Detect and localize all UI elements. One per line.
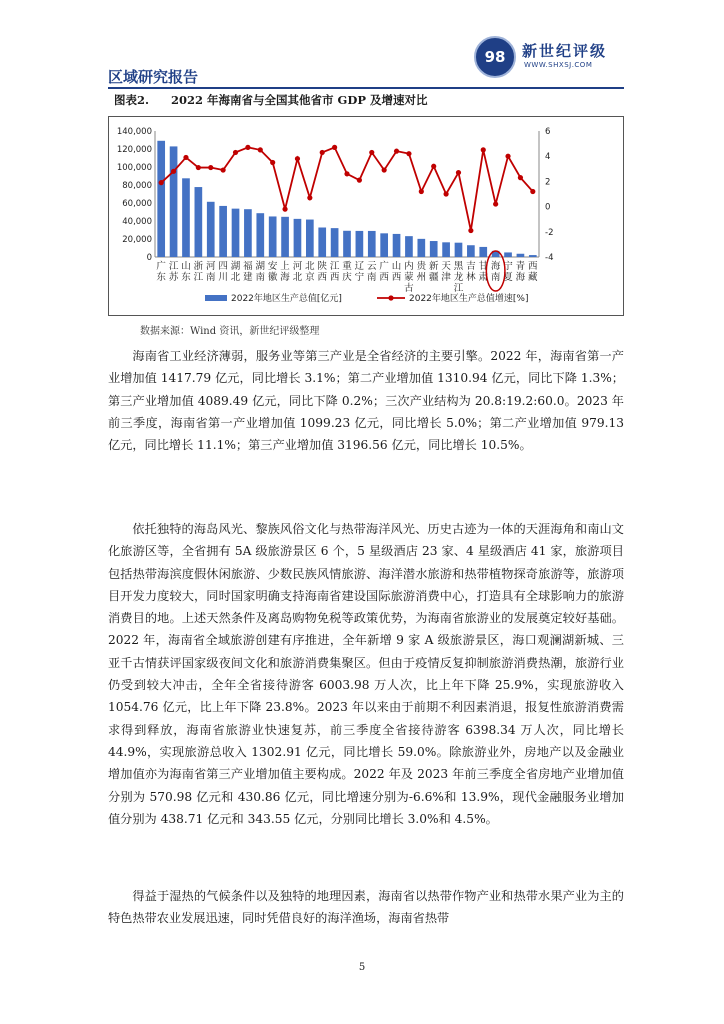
category-label-char: 甘 bbox=[478, 261, 489, 272]
category-label-char: 江 bbox=[329, 261, 340, 272]
gdp-bar bbox=[517, 254, 525, 257]
paragraph-2: 依托独特的海岛风光、黎族风俗文化与热带海洋风光、历史古迹为一体的天涯海角和南山文化旅游区等，全省拥有 5A 级旅游景区 6 个，5 星级酒店 23 家、4 星级酒店 41 家，旅游项目包括热带海滨度假休闲旅游、少数民族风情旅游、海洋潜水旅游和热带植物探奇旅游等，旅游项目开发力度较大，同时国家明确支持海南省建设国际旅游消费中心，打造具有全球影响力的旅游消费目的地。上述天然条件及离岛购物免税等政策优势，为海南省旅游业的发展奠定较好基础。2022 年，海南省全域旅游创建有序推进，全年新增 9 家 A 级旅游景区，海口观澜湖新城、三亚千古情获评国家级夜间文化和旅游消费集聚区。但由于疫情反复抑制旅游消费热潮，旅游行业仍受到较大冲击，全年全省接待游客 6003.98 万人次，比上年下降 25.9%，实现旅游收入 1054.76 亿元，比上年下降 23.8%。2023 年以来由于前期不利因素消退，报复性旅游消费需求得到释放，海南省旅游业快速复苏，前三季度全省接待游客 6398.34 万人次，同比增长 44.9%，实现旅游总收入 1302.91 亿元，同比增长 59.0%。除旅游业外，房地产以及金融业增加值亦为海南省第三产业增加值主要构成。2022 年及 2023 年前三季度全省房地产业增加值分别为 570.98 亿元和 430.86 亿元，同比增速分别为-6.6%和 13.9%，现代金融服务业增加值分别为 438.71 亿元和 343.55 亿元，分别同比增长 3.0%和 4.5%。 bbox=[108, 522, 624, 826]
category-label-char: 州 bbox=[416, 272, 427, 283]
growth-point bbox=[481, 147, 486, 152]
category-label-char: 宁 bbox=[354, 272, 365, 283]
right-tick-label: 2 bbox=[545, 177, 551, 188]
category-label-char: 古 bbox=[404, 283, 414, 294]
growth-point bbox=[332, 145, 337, 150]
category-label-char: 河 bbox=[292, 261, 303, 272]
growth-point bbox=[320, 150, 325, 155]
gdp-bar bbox=[504, 252, 512, 257]
category-label-char: 西 bbox=[379, 272, 389, 283]
category-label-char: 青 bbox=[515, 261, 526, 272]
category-label-char: 山 bbox=[181, 261, 191, 272]
growth-point bbox=[468, 228, 473, 233]
growth-point bbox=[443, 191, 448, 196]
growth-line bbox=[161, 147, 533, 230]
category-label-char: 江 bbox=[453, 283, 464, 294]
category-label-char: 黑 bbox=[453, 261, 464, 272]
category-label-char: 西 bbox=[391, 272, 402, 283]
gdp-bar bbox=[207, 202, 215, 257]
brand-logo bbox=[474, 36, 624, 82]
category-label-char: 蒙 bbox=[404, 272, 414, 283]
category-label-char: 天 bbox=[441, 261, 451, 272]
category-label-char: 林 bbox=[466, 272, 476, 283]
category-label-char: 内 bbox=[404, 261, 414, 272]
growth-point bbox=[394, 149, 399, 154]
growth-point bbox=[270, 160, 275, 165]
growth-point bbox=[295, 156, 300, 161]
page-number: 5 bbox=[358, 962, 366, 973]
left-tick-label: 80,000 bbox=[122, 181, 152, 191]
growth-point bbox=[518, 175, 523, 180]
category-label-char: 西 bbox=[528, 261, 538, 272]
gdp-bar bbox=[244, 209, 252, 257]
category-label-char: 海 bbox=[490, 261, 501, 272]
gdp-bar bbox=[195, 187, 203, 257]
category-label-char: 北 bbox=[292, 272, 303, 283]
category-label-char: 福 bbox=[243, 261, 253, 272]
gdp-bar bbox=[182, 178, 190, 257]
figure-caption bbox=[114, 92, 427, 108]
right-tick-label: 6 bbox=[545, 127, 551, 137]
growth-point bbox=[419, 189, 424, 194]
gdp-bar bbox=[219, 206, 227, 257]
gdp-chart bbox=[108, 116, 624, 316]
gdp-bar bbox=[256, 213, 264, 257]
gdp-bar bbox=[318, 228, 326, 257]
category-label-char: 南 bbox=[205, 272, 216, 283]
category-label-char: 湖 bbox=[230, 261, 241, 272]
category-label-char: 云 bbox=[367, 261, 377, 272]
gdp-bar bbox=[331, 228, 339, 257]
left-tick-label: 120,000 bbox=[116, 145, 152, 155]
category-label-char: 陕 bbox=[317, 261, 327, 272]
growth-point bbox=[196, 165, 201, 170]
growth-point bbox=[282, 207, 287, 212]
category-label-char: 江 bbox=[168, 261, 179, 272]
left-tick-label: 40,000 bbox=[122, 217, 152, 227]
logo-url: WWW.SHXSJ.COM bbox=[524, 61, 593, 69]
growth-point bbox=[505, 154, 510, 159]
gdp-bar bbox=[442, 242, 450, 257]
gdp-bar bbox=[455, 243, 463, 257]
gdp-bar bbox=[269, 216, 277, 257]
right-tick-label: 0 bbox=[545, 202, 551, 213]
category-label-char: 海 bbox=[280, 272, 290, 283]
category-label-char: 河 bbox=[205, 261, 216, 272]
growth-point bbox=[344, 171, 349, 176]
category-label-char: 海 bbox=[515, 272, 526, 283]
category-label-char: 上 bbox=[280, 261, 290, 272]
gdp-bar bbox=[405, 236, 413, 257]
gdp-chart-svg bbox=[109, 117, 623, 315]
category-label-char: 广 bbox=[379, 261, 389, 272]
category-label-char: 东 bbox=[181, 272, 191, 283]
growth-point bbox=[530, 189, 535, 194]
gdp-bar bbox=[393, 234, 401, 257]
category-label-char: 贵 bbox=[416, 261, 427, 272]
gdp-bar bbox=[281, 217, 289, 257]
gdp-bar bbox=[294, 219, 302, 257]
category-label-char: 宁 bbox=[503, 261, 513, 272]
gdp-bar bbox=[529, 255, 537, 257]
logo-name: 新世纪评级 bbox=[522, 42, 608, 60]
category-label-char: 藏 bbox=[528, 272, 538, 283]
gdp-bar bbox=[170, 146, 178, 257]
legend-bar-swatch bbox=[205, 295, 227, 301]
category-label-char: 津 bbox=[441, 272, 451, 283]
section-title: 区域研究报告 bbox=[108, 68, 199, 86]
category-label-char: 安 bbox=[267, 261, 278, 272]
category-label-char: 疆 bbox=[428, 272, 439, 283]
category-label-char: 川 bbox=[218, 272, 228, 283]
growth-point bbox=[208, 165, 213, 170]
legend-line-label: 2022年地区生产总值增速[%] bbox=[409, 294, 529, 304]
gdp-bar bbox=[430, 241, 438, 257]
growth-point bbox=[307, 195, 312, 200]
growth-point bbox=[357, 178, 362, 183]
category-label-char: 湖 bbox=[255, 261, 266, 272]
paragraph-3: 得益于湿热的气候条件以及独特的地理因素，海南省以热带作物产业和热带水果产业为主的特色热带农业发展迅速，同时凭借良好的海洋渔场，海南省热带 bbox=[108, 889, 624, 926]
category-label-char: 四 bbox=[218, 261, 228, 272]
growth-point bbox=[456, 170, 461, 175]
gdp-bar bbox=[417, 239, 425, 257]
left-tick-label: 60,000 bbox=[122, 199, 152, 209]
category-label-char: 西 bbox=[329, 272, 340, 283]
category-label-char: 新 bbox=[428, 261, 439, 272]
page-header bbox=[108, 36, 624, 86]
gdp-bar bbox=[343, 231, 351, 257]
growth-point bbox=[493, 201, 498, 206]
gdp-bar bbox=[479, 247, 487, 257]
gdp-bar bbox=[356, 231, 364, 257]
gdp-bar bbox=[306, 220, 314, 257]
category-label-char: 西 bbox=[317, 272, 327, 283]
growth-point bbox=[258, 147, 263, 152]
growth-point bbox=[159, 180, 164, 185]
gdp-bar bbox=[467, 245, 475, 257]
left-tick-label: 100,000 bbox=[116, 163, 152, 173]
category-label-char: 辽 bbox=[354, 261, 365, 272]
category-label-char: 北 bbox=[305, 261, 315, 272]
growth-point bbox=[171, 169, 176, 174]
figure-number: 图表2. bbox=[114, 93, 150, 107]
left-tick-label: 0 bbox=[146, 253, 152, 263]
category-label-char: 南 bbox=[490, 272, 501, 283]
right-tick-label: 4 bbox=[545, 152, 551, 163]
category-label-char: 广 bbox=[156, 261, 166, 272]
category-label-char: 苏 bbox=[168, 272, 179, 283]
category-label-char: 庆 bbox=[342, 272, 352, 283]
figure-source: 数据来源：Wind 资讯，新世纪评级整理 bbox=[140, 326, 320, 337]
legend-line-marker bbox=[388, 295, 393, 300]
category-label-char: 夏 bbox=[503, 272, 513, 283]
figure-title: 2022 年海南省与全国其他省市 GDP 及增速对比 bbox=[171, 93, 428, 107]
right-tick-label: -2 bbox=[545, 227, 554, 238]
gdp-bar bbox=[368, 231, 376, 257]
growth-point bbox=[221, 167, 226, 172]
category-label-char: 南 bbox=[367, 272, 377, 283]
left-tick-label: 20,000 bbox=[122, 235, 152, 245]
growth-point bbox=[369, 150, 374, 155]
growth-point bbox=[406, 151, 411, 156]
category-label-char: 徽 bbox=[267, 272, 278, 283]
legend-bar-label: 2022年地区生产总值[亿元] bbox=[231, 294, 342, 304]
logo-emblem-icon: 98 bbox=[474, 36, 516, 78]
category-label-char: 重 bbox=[342, 261, 352, 272]
gdp-bar bbox=[157, 141, 165, 257]
growth-point bbox=[233, 150, 238, 155]
header-divider bbox=[108, 87, 624, 89]
category-label-char: 龙 bbox=[453, 272, 464, 283]
category-label-char: 吉 bbox=[466, 261, 476, 272]
category-label-char: 建 bbox=[243, 272, 253, 283]
right-tick-label: -4 bbox=[545, 253, 554, 263]
category-label-char: 肃 bbox=[478, 272, 489, 283]
paragraph-1: 海南省工业经济薄弱，服务业等第三产业是全省经济的主要引擎。2022 年，海南省第一产业增加值 1417.79 亿元，同比增长 3.1%；第二产业增加值 1310.94 亿元，同比下降 1.3%；第三产业增加值 4089.49 亿元，同比下降 0.2%；三次产业结构为 20.8:19.2:60.0。2023 年前三季度，海南省第一产业增加值 1099.23 亿元，同比增长 5.0%；第二产业增加值 979.13 亿元，同比增长 11.1%；第三产业增加值 3196.56 亿元，同比增长 10.5%。 bbox=[108, 349, 624, 453]
category-label-char: 山 bbox=[391, 261, 402, 272]
category-label-char: 江 bbox=[193, 272, 204, 283]
gdp-bar bbox=[380, 233, 388, 257]
category-label-char: 浙 bbox=[193, 261, 204, 272]
growth-point bbox=[431, 164, 436, 169]
category-label-char: 南 bbox=[255, 272, 266, 283]
category-label-char: 北 bbox=[230, 272, 241, 283]
growth-point bbox=[183, 155, 188, 160]
left-tick-label: 140,000 bbox=[116, 127, 152, 137]
category-label-char: 东 bbox=[156, 272, 166, 283]
growth-point bbox=[245, 145, 250, 150]
growth-point bbox=[382, 167, 387, 172]
gdp-bar bbox=[232, 209, 240, 257]
category-label-char: 京 bbox=[305, 272, 315, 283]
